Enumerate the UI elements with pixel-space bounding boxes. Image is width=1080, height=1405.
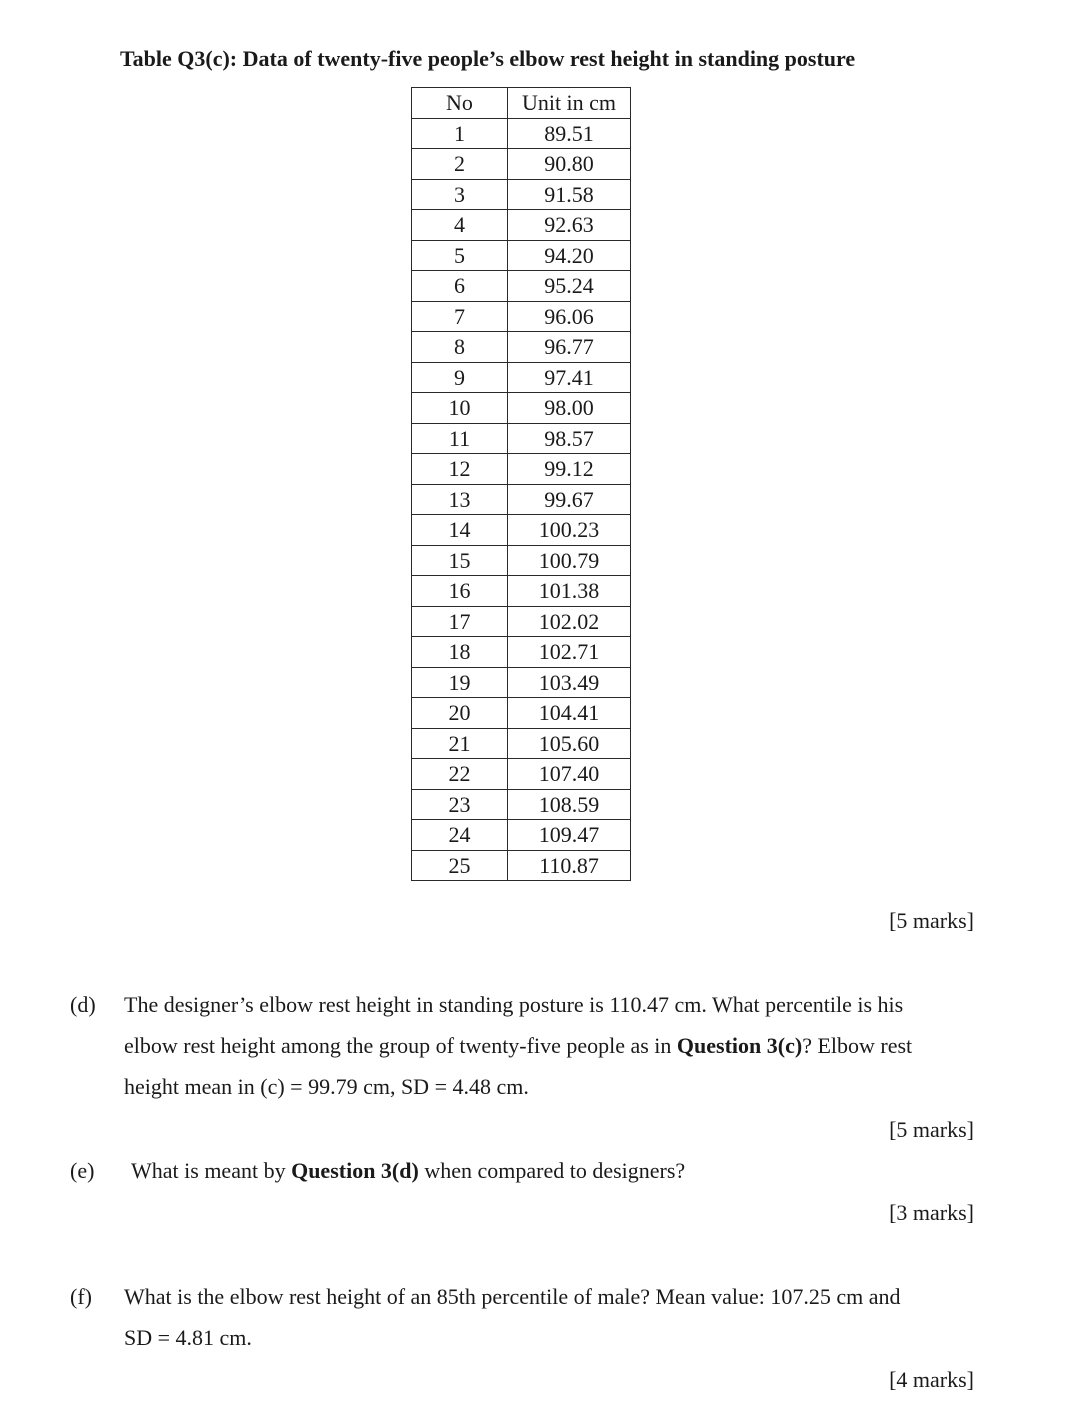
cell-value: 101.38	[508, 576, 631, 607]
column-header-no: No	[412, 88, 508, 119]
table-title: Table Q3(c): Data of twenty-five people’s elbow rest height in standing posture	[120, 46, 856, 71]
cell-no: 9	[412, 362, 508, 393]
table-row	[412, 728, 631, 759]
table-row	[412, 637, 631, 668]
table-header-row	[412, 88, 631, 119]
table-row	[412, 545, 631, 576]
question-e-post: when compared to designers?	[418, 1158, 686, 1183]
table-row	[412, 332, 631, 363]
cell-value: 98.00	[508, 393, 631, 424]
table-row	[412, 210, 631, 241]
cell-value: 102.02	[508, 606, 631, 637]
cell-value: 94.20	[508, 240, 631, 271]
cell-value: 107.40	[508, 759, 631, 790]
cell-no: 23	[412, 789, 508, 820]
question-d-text	[124, 984, 912, 1107]
cell-value: 95.24	[508, 271, 631, 302]
question-f-text	[124, 1276, 900, 1358]
cell-value: 103.49	[508, 667, 631, 698]
marks-c: [5 marks]	[889, 908, 974, 933]
cell-no: 3	[412, 179, 508, 210]
question-f-label: (f)	[70, 1284, 92, 1309]
cell-no: 22	[412, 759, 508, 790]
table-row	[412, 789, 631, 820]
cell-no: 2	[412, 149, 508, 180]
cell-value: 108.59	[508, 789, 631, 820]
cell-no: 16	[412, 576, 508, 607]
table-row	[412, 271, 631, 302]
table-row	[412, 240, 631, 271]
cell-value: 99.12	[508, 454, 631, 485]
cell-no: 5	[412, 240, 508, 271]
table-row	[412, 576, 631, 607]
cell-no: 21	[412, 728, 508, 759]
table-row	[412, 515, 631, 546]
cell-value: 110.87	[508, 850, 631, 881]
cell-value: 99.67	[508, 484, 631, 515]
table-row	[412, 301, 631, 332]
cell-no: 1	[412, 118, 508, 149]
question-d-label: (d)	[70, 992, 96, 1017]
cell-no: 6	[412, 271, 508, 302]
question-d-line1: The designer’s elbow rest height in standing posture is 110.47 cm. What percentile is his	[124, 992, 904, 1017]
cell-value: 91.58	[508, 179, 631, 210]
marks-d: [5 marks]	[889, 1117, 974, 1142]
question-e-text	[131, 1150, 685, 1191]
marks-e: [3 marks]	[889, 1200, 974, 1225]
question-d-reference: Question 3(c)	[676, 1033, 803, 1058]
table-row	[412, 484, 631, 515]
question-d-line2-post: ? Elbow rest	[802, 1033, 913, 1058]
cell-value: 96.77	[508, 332, 631, 363]
cell-no: 4	[412, 210, 508, 241]
cell-no: 18	[412, 637, 508, 668]
question-e-reference: Question 3(d)	[291, 1158, 419, 1183]
question-e-pre: What is meant by	[131, 1158, 292, 1183]
column-header-unit: Unit in cm	[508, 88, 631, 119]
table-row	[412, 698, 631, 729]
cell-no: 8	[412, 332, 508, 363]
table-row	[412, 667, 631, 698]
cell-no: 13	[412, 484, 508, 515]
table-body	[412, 118, 631, 881]
table-row	[412, 759, 631, 790]
question-f-line1: What is the elbow rest height of an 85th percentile of male? Mean value: 107.25 cm and	[124, 1284, 901, 1309]
cell-value: 104.41	[508, 698, 631, 729]
cell-value: 92.63	[508, 210, 631, 241]
marks-f: [4 marks]	[889, 1367, 974, 1392]
table-row	[412, 393, 631, 424]
question-e-label: (e)	[70, 1158, 95, 1183]
cell-value: 105.60	[508, 728, 631, 759]
cell-value: 109.47	[508, 820, 631, 851]
cell-no: 12	[412, 454, 508, 485]
cell-value: 96.06	[508, 301, 631, 332]
cell-no: 7	[412, 301, 508, 332]
question-f-line2: SD = 4.81 cm.	[124, 1325, 252, 1350]
table-row	[412, 850, 631, 881]
cell-no: 19	[412, 667, 508, 698]
cell-no: 17	[412, 606, 508, 637]
question-d-line2-pre: elbow rest height among the group of twenty-five people as in	[124, 1033, 677, 1058]
cell-no: 11	[412, 423, 508, 454]
table-row	[412, 362, 631, 393]
question-d-line2	[124, 1025, 912, 1066]
table-row	[412, 179, 631, 210]
cell-no: 24	[412, 820, 508, 851]
table-row	[412, 820, 631, 851]
table-row	[412, 454, 631, 485]
cell-value: 97.41	[508, 362, 631, 393]
table-row	[412, 149, 631, 180]
table-row	[412, 118, 631, 149]
table-row	[412, 423, 631, 454]
cell-no: 25	[412, 850, 508, 881]
cell-value: 100.79	[508, 545, 631, 576]
question-d-line3: height mean in (c) = 99.79 cm, SD = 4.48 cm.	[124, 1074, 529, 1099]
cell-value: 89.51	[508, 118, 631, 149]
cell-no: 10	[412, 393, 508, 424]
cell-no: 20	[412, 698, 508, 729]
data-table	[411, 87, 631, 881]
cell-value: 100.23	[508, 515, 631, 546]
cell-value: 102.71	[508, 637, 631, 668]
cell-no: 14	[412, 515, 508, 546]
cell-value: 90.80	[508, 149, 631, 180]
cell-no: 15	[412, 545, 508, 576]
cell-value: 98.57	[508, 423, 631, 454]
table-row	[412, 606, 631, 637]
